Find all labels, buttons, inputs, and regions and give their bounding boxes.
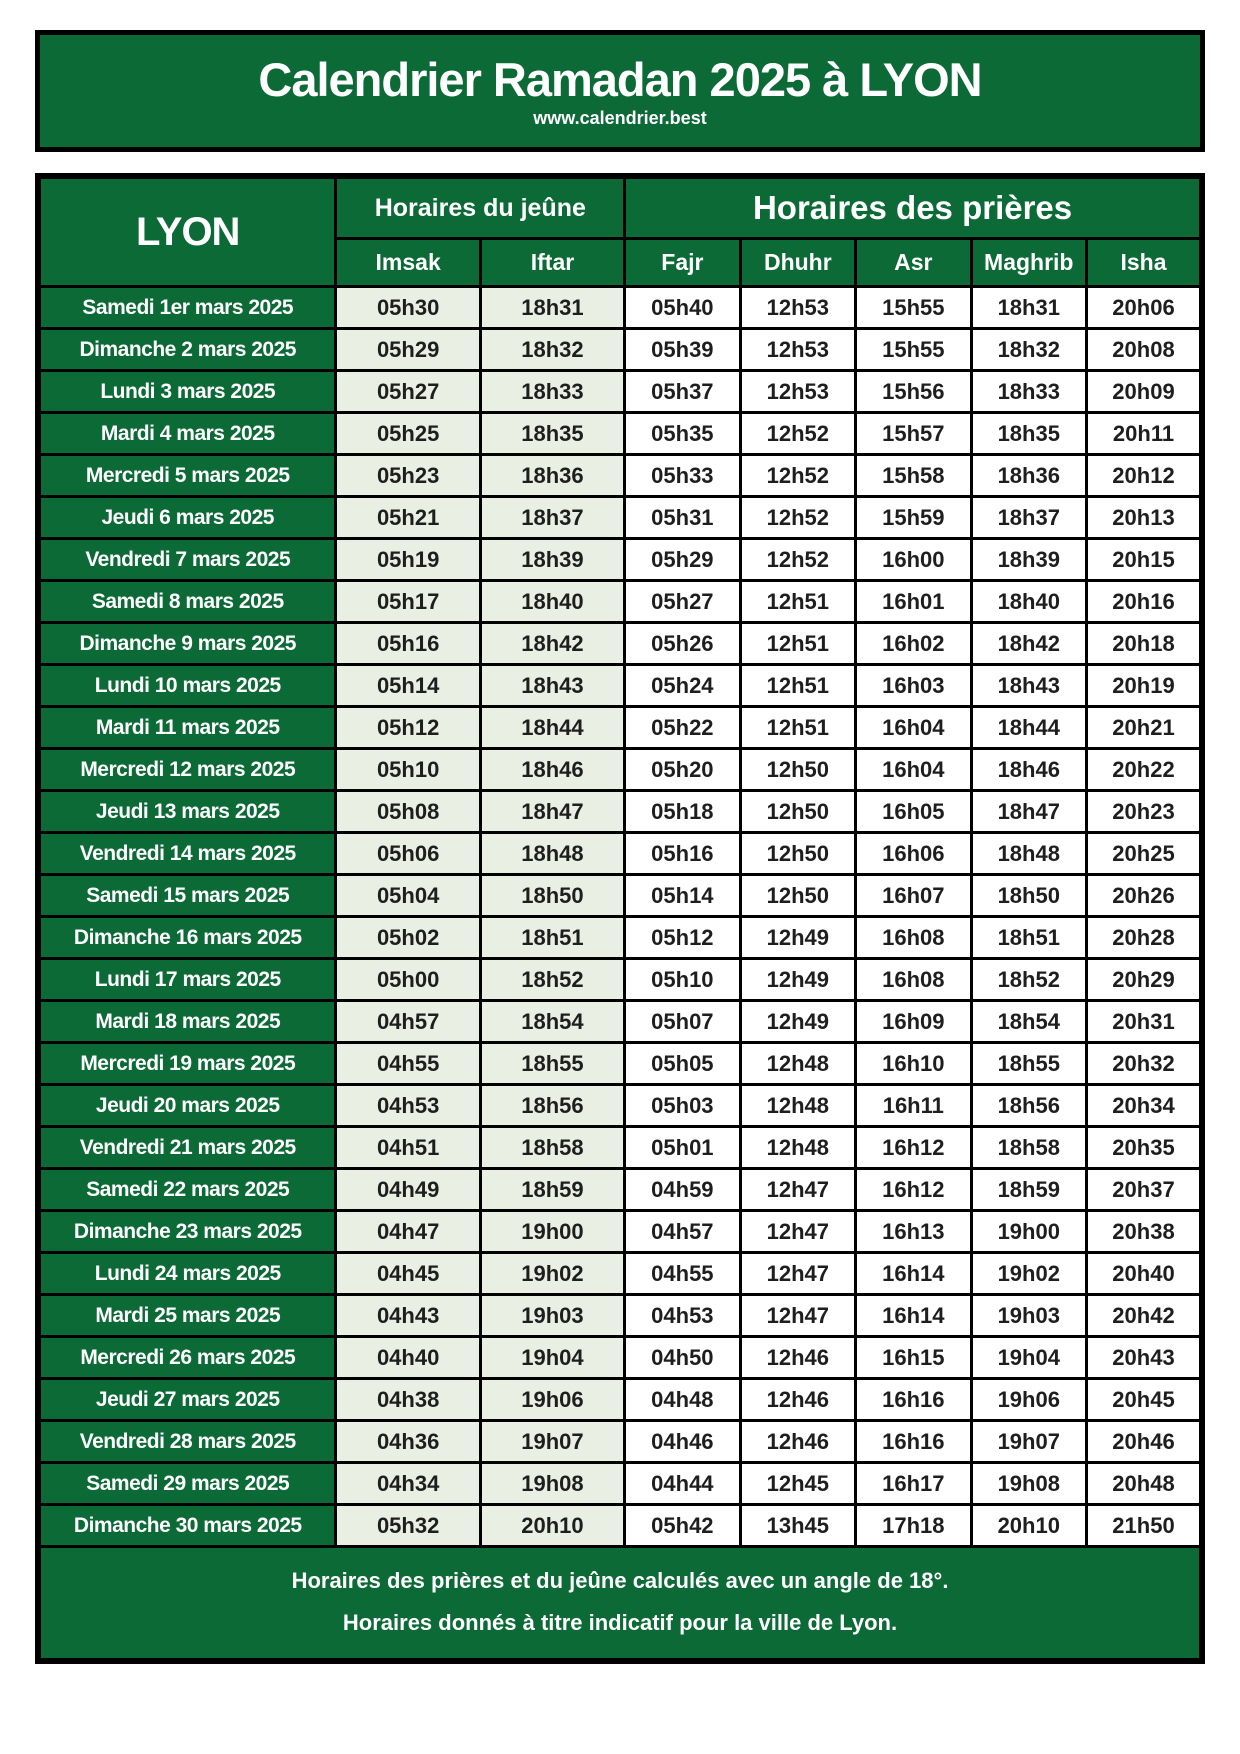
date-cell: Dimanche 23 mars 2025 — [38, 1211, 336, 1253]
table-row — [38, 1505, 1202, 1547]
table-row — [38, 455, 1202, 497]
table-row — [38, 539, 1202, 581]
time-cell-iftar: 18h46 — [480, 749, 624, 791]
column-header-dhuhr: Dhuhr — [740, 239, 855, 287]
time-cell-isha: 20h31 — [1087, 1001, 1203, 1043]
time-cell-asr: 16h04 — [856, 707, 971, 749]
time-cell-imsak: 05h02 — [336, 917, 480, 959]
time-cell-dhuhr: 12h46 — [740, 1337, 855, 1379]
time-cell-maghrib: 18h48 — [971, 833, 1086, 875]
table-row — [38, 287, 1202, 329]
time-cell-iftar: 18h33 — [480, 371, 624, 413]
column-header-imsak: Imsak — [336, 239, 480, 287]
footer-note-line1: Horaires des prières et du jeûne calculés avec un angle de 18°. — [291, 1568, 949, 1593]
date-cell: Jeudi 13 mars 2025 — [38, 791, 336, 833]
time-cell-imsak: 05h14 — [336, 665, 480, 707]
time-cell-isha: 20h11 — [1087, 413, 1203, 455]
time-cell-isha: 20h18 — [1087, 623, 1203, 665]
time-cell-maghrib: 18h31 — [971, 287, 1086, 329]
table-row — [38, 1463, 1202, 1505]
time-cell-isha: 20h12 — [1087, 455, 1203, 497]
date-cell: Samedi 29 mars 2025 — [38, 1463, 336, 1505]
time-cell-iftar: 18h40 — [480, 581, 624, 623]
time-cell-fajr: 05h42 — [625, 1505, 740, 1547]
time-cell-asr: 15h59 — [856, 497, 971, 539]
time-cell-fajr: 05h01 — [625, 1127, 740, 1169]
time-cell-imsak: 04h38 — [336, 1379, 480, 1421]
time-cell-maghrib: 18h54 — [971, 1001, 1086, 1043]
time-cell-dhuhr: 12h50 — [740, 833, 855, 875]
fasting-group-header: Horaires du jeûne — [336, 176, 625, 239]
column-header-isha: Isha — [1087, 239, 1203, 287]
column-header-asr: Asr — [856, 239, 971, 287]
time-cell-imsak: 05h29 — [336, 329, 480, 371]
time-cell-isha: 20h32 — [1087, 1043, 1203, 1085]
time-cell-fajr: 04h44 — [625, 1463, 740, 1505]
time-cell-imsak: 04h55 — [336, 1043, 480, 1085]
column-header-iftar: Iftar — [480, 239, 624, 287]
date-cell: Dimanche 2 mars 2025 — [38, 329, 336, 371]
time-cell-fajr: 05h03 — [625, 1085, 740, 1127]
time-cell-isha: 20h22 — [1087, 749, 1203, 791]
time-cell-imsak: 05h30 — [336, 287, 480, 329]
time-cell-asr: 16h05 — [856, 791, 971, 833]
date-cell: Samedi 8 mars 2025 — [38, 581, 336, 623]
time-cell-isha: 20h21 — [1087, 707, 1203, 749]
time-cell-dhuhr: 12h47 — [740, 1169, 855, 1211]
time-cell-isha: 20h06 — [1087, 287, 1203, 329]
time-cell-dhuhr: 12h47 — [740, 1295, 855, 1337]
date-cell: Jeudi 20 mars 2025 — [38, 1085, 336, 1127]
time-cell-fajr: 05h20 — [625, 749, 740, 791]
time-cell-iftar: 18h36 — [480, 455, 624, 497]
time-cell-maghrib: 18h37 — [971, 497, 1086, 539]
date-cell: Mardi 11 mars 2025 — [38, 707, 336, 749]
time-cell-imsak: 05h21 — [336, 497, 480, 539]
time-cell-asr: 16h14 — [856, 1295, 971, 1337]
time-cell-imsak: 05h23 — [336, 455, 480, 497]
time-cell-dhuhr: 12h48 — [740, 1085, 855, 1127]
time-cell-imsak: 04h47 — [336, 1211, 480, 1253]
date-cell: Lundi 24 mars 2025 — [38, 1253, 336, 1295]
table-row — [38, 1169, 1202, 1211]
time-cell-maghrib: 19h06 — [971, 1379, 1086, 1421]
time-cell-isha: 20h25 — [1087, 833, 1203, 875]
date-cell: Dimanche 30 mars 2025 — [38, 1505, 336, 1547]
time-cell-isha: 20h48 — [1087, 1463, 1203, 1505]
time-cell-maghrib: 18h47 — [971, 791, 1086, 833]
date-cell: Lundi 10 mars 2025 — [38, 665, 336, 707]
time-cell-fajr: 05h40 — [625, 287, 740, 329]
date-cell: Mercredi 26 mars 2025 — [38, 1337, 336, 1379]
table-row — [38, 1295, 1202, 1337]
time-cell-asr: 16h04 — [856, 749, 971, 791]
time-cell-imsak: 04h34 — [336, 1463, 480, 1505]
time-cell-dhuhr: 12h52 — [740, 413, 855, 455]
time-cell-imsak: 04h49 — [336, 1169, 480, 1211]
time-cell-dhuhr: 12h50 — [740, 791, 855, 833]
time-cell-asr: 16h10 — [856, 1043, 971, 1085]
time-cell-imsak: 05h19 — [336, 539, 480, 581]
time-cell-asr: 16h08 — [856, 917, 971, 959]
time-cell-iftar: 18h31 — [480, 287, 624, 329]
time-cell-iftar: 18h42 — [480, 623, 624, 665]
date-cell: Samedi 15 mars 2025 — [38, 875, 336, 917]
time-cell-isha: 20h46 — [1087, 1421, 1203, 1463]
time-cell-fajr: 04h57 — [625, 1211, 740, 1253]
time-cell-maghrib: 19h07 — [971, 1421, 1086, 1463]
time-cell-iftar: 18h58 — [480, 1127, 624, 1169]
time-cell-asr: 16h03 — [856, 665, 971, 707]
time-cell-iftar: 19h08 — [480, 1463, 624, 1505]
table-row — [38, 623, 1202, 665]
table-row — [38, 581, 1202, 623]
footer-row — [38, 1547, 1202, 1661]
time-cell-asr: 16h00 — [856, 539, 971, 581]
time-cell-maghrib: 18h43 — [971, 665, 1086, 707]
time-cell-maghrib: 18h50 — [971, 875, 1086, 917]
table-row — [38, 1253, 1202, 1295]
table-row — [38, 413, 1202, 455]
time-cell-dhuhr: 12h53 — [740, 329, 855, 371]
time-cell-maghrib: 18h33 — [971, 371, 1086, 413]
time-cell-fajr: 05h14 — [625, 875, 740, 917]
date-cell: Samedi 1er mars 2025 — [38, 287, 336, 329]
time-cell-isha: 20h23 — [1087, 791, 1203, 833]
time-cell-dhuhr: 12h47 — [740, 1211, 855, 1253]
table-row — [38, 1211, 1202, 1253]
table-row — [38, 497, 1202, 539]
time-cell-iftar: 18h52 — [480, 959, 624, 1001]
date-cell: Vendredi 14 mars 2025 — [38, 833, 336, 875]
time-cell-iftar: 18h50 — [480, 875, 624, 917]
table-row — [38, 1001, 1202, 1043]
time-cell-fajr: 05h22 — [625, 707, 740, 749]
time-cell-isha: 20h43 — [1087, 1337, 1203, 1379]
time-cell-imsak: 05h12 — [336, 707, 480, 749]
date-cell: Lundi 17 mars 2025 — [38, 959, 336, 1001]
time-cell-dhuhr: 12h49 — [740, 917, 855, 959]
calendar-body — [38, 287, 1202, 1547]
time-cell-fajr: 05h37 — [625, 371, 740, 413]
time-cell-dhuhr: 12h49 — [740, 1001, 855, 1043]
time-cell-imsak: 05h04 — [336, 875, 480, 917]
date-cell: Dimanche 9 mars 2025 — [38, 623, 336, 665]
table-row — [38, 1421, 1202, 1463]
time-cell-dhuhr: 12h52 — [740, 455, 855, 497]
date-cell: Mercredi 5 mars 2025 — [38, 455, 336, 497]
time-cell-isha: 20h15 — [1087, 539, 1203, 581]
time-cell-maghrib: 19h04 — [971, 1337, 1086, 1379]
date-cell: Mardi 25 mars 2025 — [38, 1295, 336, 1337]
time-cell-imsak: 05h27 — [336, 371, 480, 413]
time-cell-dhuhr: 12h48 — [740, 1127, 855, 1169]
table-row — [38, 1085, 1202, 1127]
time-cell-dhuhr: 12h53 — [740, 287, 855, 329]
time-cell-iftar: 19h07 — [480, 1421, 624, 1463]
time-cell-asr: 16h16 — [856, 1379, 971, 1421]
date-cell: Mardi 4 mars 2025 — [38, 413, 336, 455]
time-cell-maghrib: 18h36 — [971, 455, 1086, 497]
table-row — [38, 329, 1202, 371]
date-cell: Dimanche 16 mars 2025 — [38, 917, 336, 959]
city-header: LYON — [38, 176, 336, 287]
time-cell-isha: 20h19 — [1087, 665, 1203, 707]
time-cell-imsak: 04h53 — [336, 1085, 480, 1127]
time-cell-fajr: 05h18 — [625, 791, 740, 833]
prayer-times-table — [35, 173, 1205, 1664]
time-cell-imsak: 05h06 — [336, 833, 480, 875]
time-cell-iftar: 18h37 — [480, 497, 624, 539]
time-cell-maghrib: 18h42 — [971, 623, 1086, 665]
time-cell-asr: 15h57 — [856, 413, 971, 455]
time-cell-asr: 16h13 — [856, 1211, 971, 1253]
time-cell-asr: 15h55 — [856, 287, 971, 329]
time-cell-fajr: 05h29 — [625, 539, 740, 581]
time-cell-dhuhr: 12h45 — [740, 1463, 855, 1505]
time-cell-asr: 15h56 — [856, 371, 971, 413]
time-cell-maghrib: 18h39 — [971, 539, 1086, 581]
time-cell-maghrib: 18h59 — [971, 1169, 1086, 1211]
time-cell-asr: 15h55 — [856, 329, 971, 371]
time-cell-asr: 16h17 — [856, 1463, 971, 1505]
time-cell-iftar: 18h43 — [480, 665, 624, 707]
time-cell-dhuhr: 12h50 — [740, 749, 855, 791]
time-cell-dhuhr: 12h51 — [740, 665, 855, 707]
time-cell-imsak: 04h45 — [336, 1253, 480, 1295]
time-cell-dhuhr: 12h46 — [740, 1379, 855, 1421]
time-cell-maghrib: 18h35 — [971, 413, 1086, 455]
time-cell-maghrib: 18h46 — [971, 749, 1086, 791]
time-cell-dhuhr: 12h50 — [740, 875, 855, 917]
page-title: Calendrier Ramadan 2025 à LYON — [258, 52, 982, 106]
time-cell-maghrib: 18h55 — [971, 1043, 1086, 1085]
time-cell-dhuhr: 12h52 — [740, 539, 855, 581]
column-header-fajr: Fajr — [625, 239, 740, 287]
time-cell-iftar: 18h48 — [480, 833, 624, 875]
time-cell-fajr: 05h07 — [625, 1001, 740, 1043]
time-cell-imsak: 04h40 — [336, 1337, 480, 1379]
time-cell-iftar: 20h10 — [480, 1505, 624, 1547]
time-cell-asr: 16h15 — [856, 1337, 971, 1379]
date-cell: Mercredi 12 mars 2025 — [38, 749, 336, 791]
date-cell: Jeudi 27 mars 2025 — [38, 1379, 336, 1421]
time-cell-iftar: 19h04 — [480, 1337, 624, 1379]
table-row — [38, 917, 1202, 959]
time-cell-isha: 20h40 — [1087, 1253, 1203, 1295]
time-cell-isha: 20h42 — [1087, 1295, 1203, 1337]
time-cell-dhuhr: 12h53 — [740, 371, 855, 413]
time-cell-iftar: 18h39 — [480, 539, 624, 581]
time-cell-asr: 16h11 — [856, 1085, 971, 1127]
time-cell-isha: 20h28 — [1087, 917, 1203, 959]
time-cell-dhuhr: 12h51 — [740, 623, 855, 665]
time-cell-imsak: 04h57 — [336, 1001, 480, 1043]
table-row — [38, 665, 1202, 707]
time-cell-fajr: 05h31 — [625, 497, 740, 539]
time-cell-iftar: 18h56 — [480, 1085, 624, 1127]
time-cell-iftar: 18h32 — [480, 329, 624, 371]
time-cell-isha: 21h50 — [1087, 1505, 1203, 1547]
time-cell-iftar: 19h00 — [480, 1211, 624, 1253]
table-row — [38, 749, 1202, 791]
footer-note-line2: Horaires donnés à titre indicatif pour la ville de Lyon. — [342, 1609, 898, 1635]
time-cell-imsak: 05h17 — [336, 581, 480, 623]
title-banner — [35, 30, 1205, 152]
time-cell-maghrib: 18h56 — [971, 1085, 1086, 1127]
table-row — [38, 1127, 1202, 1169]
time-cell-isha: 20h26 — [1087, 875, 1203, 917]
time-cell-iftar: 18h55 — [480, 1043, 624, 1085]
time-cell-fajr: 05h27 — [625, 581, 740, 623]
time-cell-imsak: 04h43 — [336, 1295, 480, 1337]
time-cell-fajr: 04h46 — [625, 1421, 740, 1463]
time-cell-maghrib: 18h44 — [971, 707, 1086, 749]
time-cell-fajr: 05h33 — [625, 455, 740, 497]
time-cell-imsak: 05h32 — [336, 1505, 480, 1547]
time-cell-maghrib: 18h51 — [971, 917, 1086, 959]
date-cell: Vendredi 7 mars 2025 — [38, 539, 336, 581]
time-cell-isha: 20h29 — [1087, 959, 1203, 1001]
table-row — [38, 791, 1202, 833]
time-cell-isha: 20h34 — [1087, 1085, 1203, 1127]
time-cell-imsak: 05h10 — [336, 749, 480, 791]
time-cell-asr: 16h14 — [856, 1253, 971, 1295]
table-row — [38, 1337, 1202, 1379]
time-cell-fajr: 05h26 — [625, 623, 740, 665]
table-row — [38, 1043, 1202, 1085]
time-cell-fajr: 04h55 — [625, 1253, 740, 1295]
time-cell-iftar: 19h03 — [480, 1295, 624, 1337]
time-cell-dhuhr: 12h48 — [740, 1043, 855, 1085]
table-row — [38, 1379, 1202, 1421]
time-cell-imsak: 04h36 — [336, 1421, 480, 1463]
time-cell-imsak: 05h08 — [336, 791, 480, 833]
time-cell-fajr: 04h59 — [625, 1169, 740, 1211]
time-cell-iftar: 18h47 — [480, 791, 624, 833]
time-cell-maghrib: 19h02 — [971, 1253, 1086, 1295]
date-cell: Mercredi 19 mars 2025 — [38, 1043, 336, 1085]
table-row — [38, 875, 1202, 917]
group-header-row — [38, 176, 1202, 239]
date-cell: Lundi 3 mars 2025 — [38, 371, 336, 413]
time-cell-asr: 15h58 — [856, 455, 971, 497]
time-cell-asr: 16h02 — [856, 623, 971, 665]
time-cell-asr: 16h16 — [856, 1421, 971, 1463]
time-cell-asr: 16h08 — [856, 959, 971, 1001]
time-cell-maghrib: 20h10 — [971, 1505, 1086, 1547]
time-cell-maghrib: 19h03 — [971, 1295, 1086, 1337]
table-row — [38, 707, 1202, 749]
time-cell-dhuhr: 12h49 — [740, 959, 855, 1001]
time-cell-maghrib: 18h52 — [971, 959, 1086, 1001]
time-cell-maghrib: 19h00 — [971, 1211, 1086, 1253]
time-cell-dhuhr: 12h46 — [740, 1421, 855, 1463]
time-cell-isha: 20h38 — [1087, 1211, 1203, 1253]
time-cell-iftar: 19h02 — [480, 1253, 624, 1295]
prayers-group-header: Horaires des prières — [625, 176, 1202, 239]
time-cell-asr: 16h07 — [856, 875, 971, 917]
time-cell-isha: 20h09 — [1087, 371, 1203, 413]
time-cell-dhuhr: 12h52 — [740, 497, 855, 539]
time-cell-iftar: 18h51 — [480, 917, 624, 959]
time-cell-asr: 17h18 — [856, 1505, 971, 1547]
time-cell-iftar: 19h06 — [480, 1379, 624, 1421]
time-cell-fajr: 04h48 — [625, 1379, 740, 1421]
date-cell: Jeudi 6 mars 2025 — [38, 497, 336, 539]
time-cell-dhuhr: 12h51 — [740, 581, 855, 623]
time-cell-isha: 20h13 — [1087, 497, 1203, 539]
time-cell-isha: 20h16 — [1087, 581, 1203, 623]
time-cell-isha: 20h08 — [1087, 329, 1203, 371]
time-cell-iftar: 18h35 — [480, 413, 624, 455]
time-cell-fajr: 05h16 — [625, 833, 740, 875]
time-cell-isha: 20h37 — [1087, 1169, 1203, 1211]
date-cell: Mardi 18 mars 2025 — [38, 1001, 336, 1043]
time-cell-maghrib: 18h58 — [971, 1127, 1086, 1169]
time-cell-asr: 16h12 — [856, 1169, 971, 1211]
time-cell-maghrib: 19h08 — [971, 1463, 1086, 1505]
column-header-maghrib: Maghrib — [971, 239, 1086, 287]
website-url: www.calendrier.best — [533, 107, 707, 128]
table-row — [38, 833, 1202, 875]
time-cell-asr: 16h01 — [856, 581, 971, 623]
time-cell-imsak: 05h00 — [336, 959, 480, 1001]
time-cell-fajr: 04h53 — [625, 1295, 740, 1337]
date-cell: Vendredi 21 mars 2025 — [38, 1127, 336, 1169]
time-cell-fajr: 05h05 — [625, 1043, 740, 1085]
time-cell-fajr: 05h39 — [625, 329, 740, 371]
date-cell: Samedi 22 mars 2025 — [38, 1169, 336, 1211]
time-cell-iftar: 18h54 — [480, 1001, 624, 1043]
time-cell-isha: 20h45 — [1087, 1379, 1203, 1421]
time-cell-fajr: 05h10 — [625, 959, 740, 1001]
time-cell-fajr: 05h35 — [625, 413, 740, 455]
table-row — [38, 959, 1202, 1001]
time-cell-iftar: 18h44 — [480, 707, 624, 749]
time-cell-imsak: 05h16 — [336, 623, 480, 665]
time-cell-maghrib: 18h32 — [971, 329, 1086, 371]
time-cell-iftar: 18h59 — [480, 1169, 624, 1211]
time-cell-dhuhr: 12h51 — [740, 707, 855, 749]
time-cell-maghrib: 18h40 — [971, 581, 1086, 623]
time-cell-isha: 20h35 — [1087, 1127, 1203, 1169]
time-cell-fajr: 04h50 — [625, 1337, 740, 1379]
footer-note — [38, 1547, 1202, 1661]
time-cell-asr: 16h12 — [856, 1127, 971, 1169]
time-cell-imsak: 04h51 — [336, 1127, 480, 1169]
time-cell-imsak: 05h25 — [336, 413, 480, 455]
time-cell-fajr: 05h12 — [625, 917, 740, 959]
time-cell-dhuhr: 12h47 — [740, 1253, 855, 1295]
time-cell-fajr: 05h24 — [625, 665, 740, 707]
table-row — [38, 371, 1202, 413]
time-cell-dhuhr: 13h45 — [740, 1505, 855, 1547]
time-cell-asr: 16h06 — [856, 833, 971, 875]
date-cell: Vendredi 28 mars 2025 — [38, 1421, 336, 1463]
time-cell-asr: 16h09 — [856, 1001, 971, 1043]
